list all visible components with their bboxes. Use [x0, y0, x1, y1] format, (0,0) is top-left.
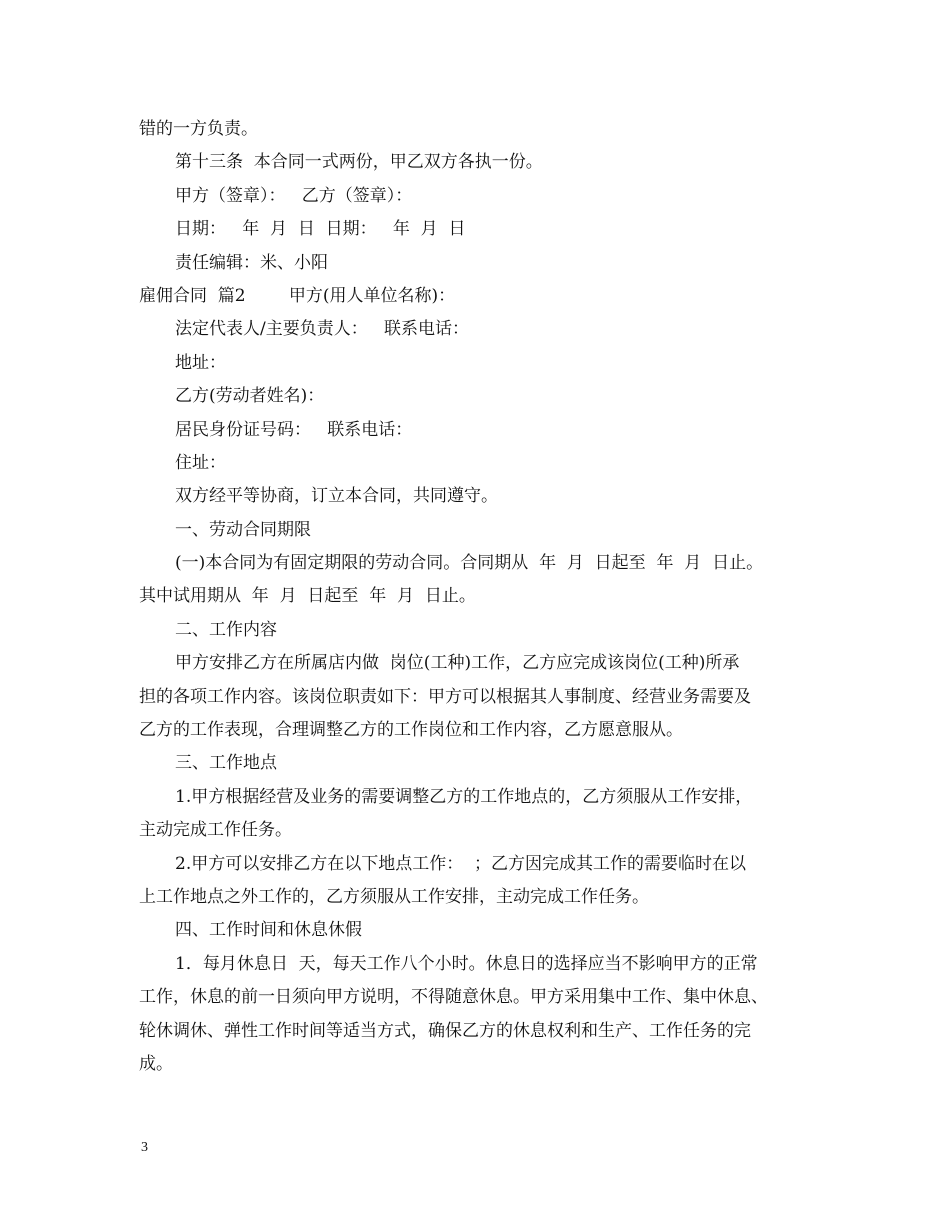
text-line: 甲方安排乙方在所属店内做 岗位(工种)工作，乙方应完成该岗位(工种)所承	[175, 653, 740, 674]
text-line: 法定代表人/主要负责人： 联系电话：	[175, 319, 469, 340]
text-line: 1.甲方根据经营及业务的需要调整乙方的工作地点的，乙方须服从工作安排，	[175, 786, 753, 807]
text-line: 一、劳动合同期限	[175, 519, 311, 540]
text-line: 居民身份证号码： 联系电话：	[175, 419, 413, 440]
text-line: 2.甲方可以安排乙方在以下地点工作： ；乙方因完成其工作的需要临时在以	[175, 853, 747, 874]
text-line: 双方经平等协商，订立本合同，共同遵守。	[175, 486, 498, 507]
text-line: 日期： 年 月 日 日期： 年 月 日	[175, 219, 466, 240]
text-line: 乙方(劳动者姓名)：	[175, 386, 325, 407]
page-number: 3	[141, 1140, 148, 1155]
text-line: 甲方（签章）： 乙方（签章）：	[175, 185, 413, 206]
text-line: 四、工作时间和休息休假	[175, 920, 362, 941]
text-line: 成。	[139, 1053, 173, 1074]
text-line: 第十三条 本合同一式两份，甲乙双方各执一份。	[175, 152, 543, 173]
text-line: 雇佣合同 篇2 甲方(用人单位名称)：	[139, 285, 456, 306]
text-line: 担的各项工作内容。该岗位职责如下：甲方可以根据其人事制度、经营业务需要及	[139, 686, 751, 707]
text-line: (一)本合同为有固定期限的劳动合同。合同期从 年 月 日起至 年 月 日止。	[175, 553, 764, 574]
text-line: 1．每月休息日 天，每天工作八个小时。休息日的选择应当不影响甲方的正常	[175, 953, 758, 974]
text-line: 责任编辑：米、小阳	[175, 252, 328, 273]
text-line: 轮休调休、弹性工作时间等适当方式，确保乙方的休息权利和生产、工作任务的完	[139, 1020, 751, 1041]
text-line: 其中试用期从 年 月 日起至 年 月 日止。	[139, 586, 476, 607]
text-line: 错的一方负责。	[139, 119, 258, 139]
text-line: 工作，休息的前一日须向甲方说明，不得随意休息。甲方采用集中工作、集中休息、	[139, 987, 768, 1008]
text-line: 三、工作地点	[175, 753, 277, 774]
text-line: 住址：	[175, 452, 226, 473]
text-line: 主动完成工作任务。	[139, 820, 292, 841]
document-body	[139, 113, 815, 1081]
text-line: 二、工作内容	[175, 619, 277, 640]
text-line: 乙方的工作表现，合理调整乙方的工作岗位和工作内容，乙方愿意服从。	[139, 720, 683, 741]
text-line: 上工作地点之外工作的，乙方须服从工作安排，主动完成工作任务。	[139, 886, 649, 907]
text-line: 地址：	[175, 352, 226, 373]
